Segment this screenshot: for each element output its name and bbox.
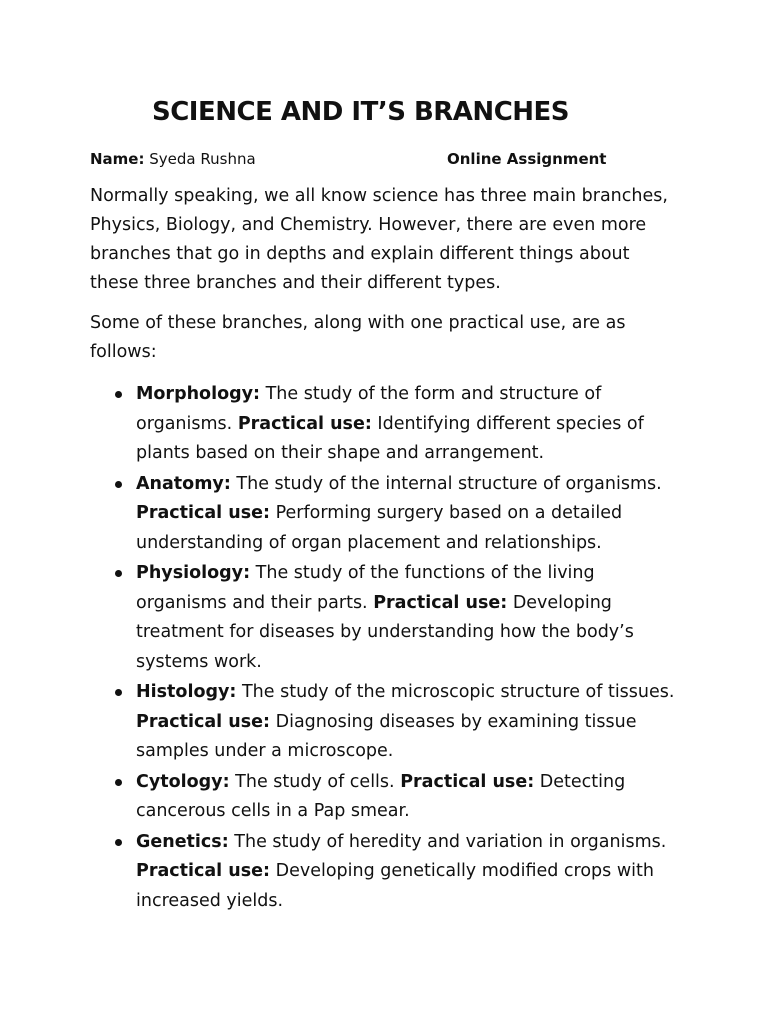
branch-item-cytology [136,768,686,827]
practical-use-text: Diagnosing diseases by examining tissue samples under a microscope. [136,711,637,761]
student-name-line [90,149,256,169]
practical-use-text: Detecting cancerous cells in a Pap smear. [136,771,626,821]
branch-definition: The study of the functions of the living organisms and their parts. [136,563,595,613]
branch-definition: The study of the internal structure of organisms. [236,473,662,494]
branch-item-histology [136,678,686,767]
branch-term: Physiology: [136,563,251,583]
practical-use-label: Practical use: [136,503,271,523]
branch-term: Anatomy: [136,473,231,494]
bullet-icon [115,689,122,696]
practical-use-text: Developing genetically modified crops with increased yields. [136,861,654,911]
branch-item-morphology [136,380,686,469]
intro-paragraph: Normally speaking, we all know science has three main branches, Physics, Biology, and Chemistry. However, there are even more branches that go in depths and explain different things about these three branches and their different types. [90,186,668,293]
list-intro-paragraph: Some of these branches, along with one practical use, are as follows: [90,313,626,362]
practical-use-label: Practical use: [237,413,372,434]
branch-term: Histology: [136,682,237,702]
assignment-label: Online Assignment [447,150,607,168]
branch-term: Cytology: [136,771,230,792]
document-title: SCIENCE AND IT’S BRANCHES [152,97,570,127]
name-value: Syeda Rushna [149,150,256,168]
practical-use-text: Performing surgery based on a detailed understanding of organ placement and relationships. [136,503,623,553]
bullet-icon [115,779,122,786]
name-label: Name: [90,150,145,168]
bullet-icon [115,839,122,846]
bullet-icon [115,481,122,488]
branch-definition: The study of heredity and variation in organisms. [234,831,667,852]
branch-term: Morphology: [136,384,261,404]
branch-item-anatomy [136,470,686,559]
bullet-icon [115,391,122,398]
branch-term: Genetics: [136,831,229,852]
branch-definition: The study of the form and structure of organisms. [136,384,602,434]
branch-definition: The study of cells. [235,771,395,792]
practical-use-label: Practical use: [400,771,535,792]
branch-item-genetics [136,828,686,917]
branch-item-physiology [136,559,686,677]
bullet-icon [115,570,122,577]
branch-list [136,380,686,917]
practical-use-label: Practical use: [136,861,271,881]
branch-definition: The study of the microscopic structure of tissues. [241,682,675,702]
practical-use-label: Practical use: [373,592,508,613]
practical-use-label: Practical use: [136,711,271,732]
practical-use-text: Identifying different species of plants based on their shape and arrangement. [136,413,644,463]
practical-use-text: Developing treatment for diseases by understanding how the body’s systems work. [136,592,634,672]
